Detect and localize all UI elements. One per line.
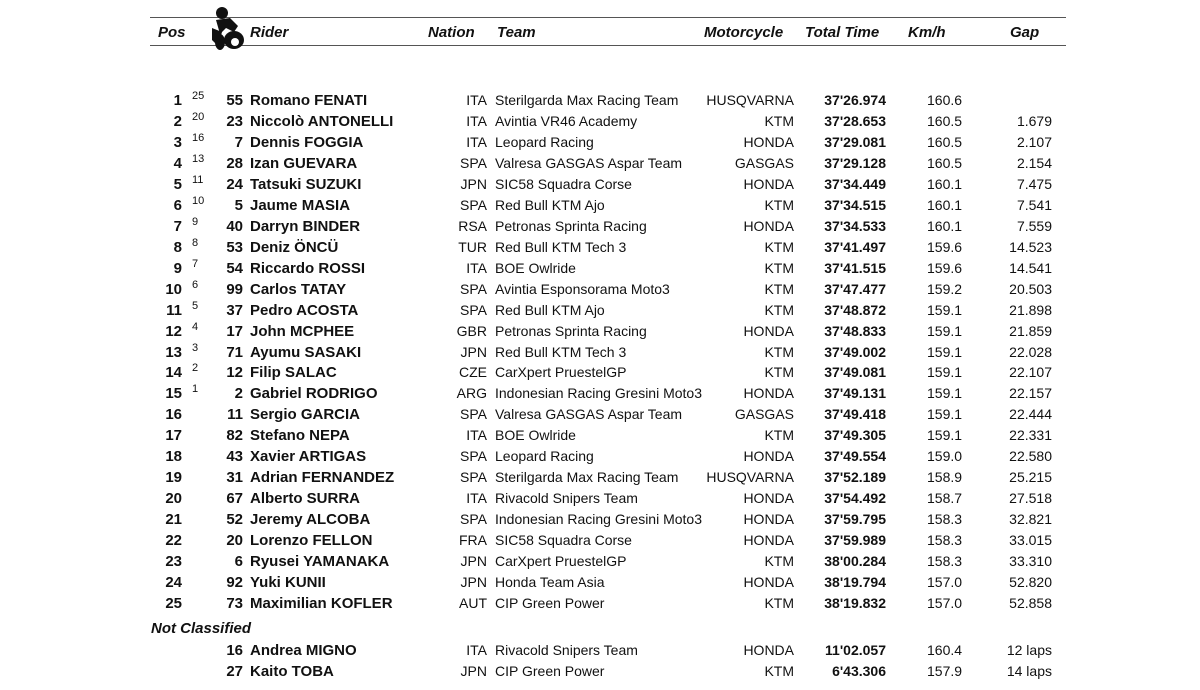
speed-kmh: 160.5 xyxy=(927,133,963,150)
table-row xyxy=(0,299,1200,323)
nation: JPN xyxy=(460,343,487,360)
position: 6 xyxy=(173,196,182,214)
position: 10 xyxy=(165,280,182,298)
total-time: 37'34.533 xyxy=(824,217,886,234)
rider-number: 7 xyxy=(234,133,243,151)
team: Red Bull KTM Tech 3 xyxy=(495,238,627,255)
table-row xyxy=(0,236,1200,260)
motorcycle: HONDA xyxy=(743,490,794,507)
team: Sterilgarda Max Racing Team xyxy=(495,92,679,108)
rider-name: Jeremy ALCOBA xyxy=(250,511,371,529)
nation: ITA xyxy=(466,427,487,444)
table-row xyxy=(0,532,1200,553)
rider-name: Alberto SURRA xyxy=(250,490,361,508)
rider-name: Jaume MASIA xyxy=(250,196,351,214)
total-time: 38'00.284 xyxy=(824,553,886,570)
team: Avintia Esponsorama Moto3 xyxy=(495,280,670,297)
motorcycle: HONDA xyxy=(743,217,794,234)
nation: JPN xyxy=(460,574,487,591)
table-row xyxy=(0,663,1200,684)
rider-name: Gabriel RODRIGO xyxy=(250,385,378,403)
team: Leopard Racing xyxy=(495,448,594,465)
speed-kmh: 159.1 xyxy=(927,406,963,423)
team: Petronas Sprinta Racing xyxy=(495,322,647,339)
position: 11 xyxy=(166,301,182,319)
team: Indonesian Racing Gresini Moto3 xyxy=(495,385,703,402)
header-rider: Rider xyxy=(250,24,289,41)
nation: ITA xyxy=(466,642,487,658)
rider-name: Deniz ÖNCÜ xyxy=(250,238,339,256)
total-time: 6'43.306 xyxy=(832,663,886,679)
rider-name: Filip SALAC xyxy=(250,364,337,382)
gap: 2.107 xyxy=(1016,133,1052,150)
speed-kmh: 159.6 xyxy=(927,238,963,255)
points: 1 xyxy=(192,383,199,396)
rider-number: 28 xyxy=(226,154,243,172)
position: 20 xyxy=(165,490,182,508)
gap: 7.541 xyxy=(1016,196,1052,213)
position: 19 xyxy=(165,469,182,487)
nation: TUR xyxy=(458,238,487,255)
team: Leopard Racing xyxy=(495,133,594,150)
rider-name: Niccolò ANTONELLI xyxy=(250,112,394,130)
motorcycle: HONDA xyxy=(743,322,794,339)
speed-kmh: 159.1 xyxy=(927,301,963,318)
motorcycle: KTM xyxy=(764,364,794,381)
total-time: 37'47.477 xyxy=(824,280,886,297)
team: Avintia VR46 Academy xyxy=(495,112,638,129)
position: 15 xyxy=(165,385,182,403)
rider-number: 40 xyxy=(226,217,243,235)
speed-kmh: 160.1 xyxy=(927,175,963,192)
header-nation: Nation xyxy=(428,24,475,41)
motorcycle: KTM xyxy=(764,343,794,360)
motorcycle: KTM xyxy=(764,663,794,679)
total-time: 37'49.002 xyxy=(824,343,886,360)
rider-name: Riccardo ROSSI xyxy=(250,259,366,277)
team: Rivacold Snipers Team xyxy=(495,642,638,658)
rider-name: Tatsuki SUZUKI xyxy=(250,175,362,193)
rider-name: John MCPHEE xyxy=(250,322,355,340)
rider-name: Andrea MIGNO xyxy=(250,642,357,659)
total-time: 37'26.974 xyxy=(824,92,886,108)
gap: 22.444 xyxy=(1009,406,1052,423)
points: 9 xyxy=(192,215,199,228)
motorcycle: HONDA xyxy=(743,448,794,465)
team: BOE Owlride xyxy=(495,427,576,444)
rider-name: Pedro ACOSTA xyxy=(250,301,359,319)
rider-number: 54 xyxy=(226,259,243,277)
speed-kmh: 158.9 xyxy=(927,469,963,486)
motorcycle: KTM xyxy=(764,553,794,570)
total-time: 37'59.989 xyxy=(824,532,886,549)
gap: 7.559 xyxy=(1016,217,1052,234)
nation: SPA xyxy=(460,154,487,171)
rider-name: Ryusei YAMANAKA xyxy=(250,553,390,571)
gap: 22.580 xyxy=(1009,448,1052,465)
table-row xyxy=(0,194,1200,218)
total-time: 37'34.449 xyxy=(824,175,886,192)
position: 17 xyxy=(165,427,182,445)
rider-name: Ayumu SASAKI xyxy=(250,343,362,361)
gap: 22.107 xyxy=(1009,364,1052,381)
total-time: 37'29.081 xyxy=(824,133,886,150)
motorcycle: KTM xyxy=(764,112,794,129)
points: 11 xyxy=(192,173,204,186)
total-time: 37'49.305 xyxy=(824,427,886,444)
position: 8 xyxy=(173,238,182,256)
gap: 27.518 xyxy=(1009,490,1052,507)
header-kmh: Km/h xyxy=(908,24,946,41)
points: 6 xyxy=(192,278,199,291)
rider-name: Maximilian KOFLER xyxy=(250,595,393,613)
total-time: 37'41.515 xyxy=(824,259,886,276)
table-row xyxy=(0,257,1200,281)
team: BOE Owlride xyxy=(495,259,576,276)
table-row xyxy=(0,490,1200,511)
table-row xyxy=(0,110,1200,134)
rider-number: 17 xyxy=(226,322,243,340)
rider-number: 43 xyxy=(226,448,243,466)
total-time: 37'29.128 xyxy=(824,154,886,171)
nation: SPA xyxy=(460,469,487,486)
gap: 2.154 xyxy=(1016,154,1052,171)
rider-number: 2 xyxy=(234,385,243,403)
total-time: 37'49.418 xyxy=(824,406,886,423)
position: 18 xyxy=(165,448,182,466)
gap: 21.859 xyxy=(1009,322,1052,339)
total-time: 37'54.492 xyxy=(824,490,886,507)
gap: 14.523 xyxy=(1009,238,1052,255)
rider-number: 37 xyxy=(226,301,243,319)
total-time: 37'52.189 xyxy=(824,469,886,486)
team: Red Bull KTM Ajo xyxy=(495,301,605,318)
header-total-time: Total Time xyxy=(805,24,880,41)
nation: JPN xyxy=(460,553,487,570)
header-top-rule xyxy=(150,17,1066,18)
rider-name: Stefano NEPA xyxy=(250,427,350,445)
rider-name: Yuki KUNII xyxy=(250,574,326,592)
points: 2 xyxy=(192,362,199,375)
table-row xyxy=(0,595,1200,616)
gap: 52.858 xyxy=(1009,595,1052,612)
rider-number: 5 xyxy=(234,196,243,214)
speed-kmh: 158.3 xyxy=(927,511,963,528)
rider-number: 11 xyxy=(227,406,243,424)
position: 12 xyxy=(165,322,182,340)
header-bottom-rule xyxy=(150,45,1066,46)
nation: JPN xyxy=(460,175,487,192)
rider-number: 20 xyxy=(226,532,243,550)
rider-name: Dennis FOGGIA xyxy=(250,133,364,151)
rider-name: Izan GUEVARA xyxy=(250,154,358,172)
team: Indonesian Racing Gresini Moto3 xyxy=(495,511,703,528)
total-time: 37'41.497 xyxy=(824,238,886,255)
position: 25 xyxy=(165,595,182,613)
points: 7 xyxy=(192,257,199,270)
rider-name: Carlos TATAY xyxy=(250,280,347,298)
nation: ARG xyxy=(456,385,487,402)
rider-number: 6 xyxy=(234,553,243,571)
speed-kmh: 157.0 xyxy=(927,595,963,612)
gap: 14 laps xyxy=(1006,663,1052,679)
nation: ITA xyxy=(466,112,487,129)
nation: ITA xyxy=(466,92,487,108)
rider-name: Lorenzo FELLON xyxy=(250,532,373,550)
table-row xyxy=(0,173,1200,197)
speed-kmh: 159.1 xyxy=(927,343,963,360)
gap: 33.310 xyxy=(1009,553,1052,570)
nation: AUT xyxy=(459,595,487,612)
motorcycle: HONDA xyxy=(743,175,794,192)
total-time: 37'59.795 xyxy=(824,511,886,528)
rider-number: 71 xyxy=(226,343,243,361)
team: CIP Green Power xyxy=(495,595,605,612)
rider-name: Sergio GARCIA xyxy=(250,406,361,424)
total-time: 37'49.081 xyxy=(824,364,886,381)
nation: JPN xyxy=(460,663,487,679)
speed-kmh: 157.9 xyxy=(927,663,963,679)
table-row xyxy=(0,92,1200,113)
nation: FRA xyxy=(459,532,487,549)
team: Red Bull KTM Tech 3 xyxy=(495,343,627,360)
motorcycle-rider-icon xyxy=(208,6,248,52)
speed-kmh: 159.6 xyxy=(927,259,963,276)
motorcycle: HUSQVARNA xyxy=(706,92,794,108)
nation: SPA xyxy=(460,448,487,465)
motorcycle: HONDA xyxy=(743,532,794,549)
speed-kmh: 159.1 xyxy=(927,322,963,339)
gap: 7.475 xyxy=(1016,175,1052,192)
nation: GBR xyxy=(456,322,487,339)
nation: SPA xyxy=(460,406,487,423)
motorcycle: KTM xyxy=(764,595,794,612)
rider-name: Adrian FERNANDEZ xyxy=(250,469,395,487)
table-row xyxy=(0,341,1200,365)
motorcycle: KTM xyxy=(764,427,794,444)
rider-name: Xavier ARTIGAS xyxy=(250,448,367,466)
gap: 22.331 xyxy=(1009,427,1052,444)
speed-kmh: 160.1 xyxy=(927,217,963,234)
motorcycle: HONDA xyxy=(743,133,794,150)
speed-kmh: 159.1 xyxy=(927,385,963,402)
table-row xyxy=(0,385,1200,406)
speed-kmh: 160.5 xyxy=(927,154,963,171)
table-row xyxy=(0,215,1200,239)
nation: SPA xyxy=(460,511,487,528)
team: Valresa GASGAS Aspar Team xyxy=(495,154,683,171)
motorcycle: KTM xyxy=(764,196,794,213)
header-motorcycle: Motorcycle xyxy=(704,24,784,41)
position: 9 xyxy=(173,259,182,277)
rider-number: 55 xyxy=(226,92,243,109)
nation: SPA xyxy=(460,301,487,318)
points: 5 xyxy=(192,299,199,312)
gap: 1.679 xyxy=(1016,112,1052,129)
motorcycle: KTM xyxy=(764,238,794,255)
position: 5 xyxy=(173,175,182,193)
rider-number: 23 xyxy=(226,112,243,130)
speed-kmh: 158.3 xyxy=(927,553,963,570)
gap: 22.157 xyxy=(1009,385,1052,402)
rider-number: 16 xyxy=(226,642,243,659)
speed-kmh: 160.5 xyxy=(927,112,963,129)
table-row xyxy=(0,448,1200,469)
table-row xyxy=(0,406,1200,427)
header-gap: Gap xyxy=(1010,24,1040,41)
team: SIC58 Squadra Corse xyxy=(495,532,632,549)
table-row xyxy=(0,574,1200,595)
gap: 22.028 xyxy=(1009,343,1052,360)
position: 4 xyxy=(173,154,182,172)
table-row xyxy=(0,131,1200,155)
table-row xyxy=(0,427,1200,448)
total-time: 38'19.832 xyxy=(824,595,886,612)
position: 22 xyxy=(165,532,182,550)
total-time: 37'48.872 xyxy=(824,301,886,318)
points: 20 xyxy=(192,110,205,123)
team: Petronas Sprinta Racing xyxy=(495,217,647,234)
total-time: 37'34.515 xyxy=(824,196,886,213)
speed-kmh: 157.0 xyxy=(927,574,963,591)
team: SIC58 Squadra Corse xyxy=(495,175,632,192)
rider-number: 24 xyxy=(226,175,243,193)
total-time: 37'48.833 xyxy=(824,322,886,339)
total-time: 37'28.653 xyxy=(824,112,886,129)
table-row xyxy=(0,553,1200,574)
gap: 33.015 xyxy=(1009,532,1052,549)
points: 25 xyxy=(192,90,205,102)
position: 7 xyxy=(173,217,182,235)
gap: 32.821 xyxy=(1009,511,1052,528)
table-row xyxy=(0,511,1200,532)
points: 13 xyxy=(192,152,205,165)
motorcycle: HONDA xyxy=(743,385,794,402)
total-time: 11'02.057 xyxy=(825,642,886,658)
motorcycle: KTM xyxy=(764,301,794,318)
position: 21 xyxy=(165,511,182,529)
rider-number: 52 xyxy=(226,511,243,529)
gap: 21.898 xyxy=(1009,301,1052,318)
header-pos: Pos xyxy=(158,24,186,41)
speed-kmh: 159.0 xyxy=(927,448,963,465)
rider-number: 73 xyxy=(226,595,243,613)
table-row xyxy=(0,642,1200,663)
rider-number: 82 xyxy=(226,427,243,445)
rider-name: Kaito TOBA xyxy=(250,663,334,680)
gap: 25.215 xyxy=(1009,469,1052,486)
speed-kmh: 160.4 xyxy=(927,642,963,658)
speed-kmh: 160.1 xyxy=(927,196,963,213)
nation: ITA xyxy=(466,259,487,276)
total-time: 37'49.554 xyxy=(824,448,886,465)
motorcycle: HONDA xyxy=(743,574,794,591)
motorcycle: GASGAS xyxy=(734,406,794,423)
header-team: Team xyxy=(497,24,536,41)
motorcycle: KTM xyxy=(764,280,794,297)
table-row xyxy=(0,152,1200,176)
team: Red Bull KTM Ajo xyxy=(495,196,605,213)
rider-number: 92 xyxy=(226,574,243,592)
position: 13 xyxy=(165,343,182,361)
table-row xyxy=(0,364,1200,385)
motorcycle: HONDA xyxy=(743,642,794,658)
rider-number: 12 xyxy=(226,364,243,382)
nation: SPA xyxy=(460,196,487,213)
position: 14 xyxy=(165,364,182,382)
rider-number: 53 xyxy=(226,238,243,256)
position: 1 xyxy=(173,92,182,109)
position: 23 xyxy=(165,553,182,571)
position: 3 xyxy=(173,133,182,151)
nation: CZE xyxy=(459,364,487,381)
gap: 20.503 xyxy=(1009,280,1052,297)
speed-kmh: 159.1 xyxy=(927,427,963,444)
nation: ITA xyxy=(466,490,487,507)
rider-number: 31 xyxy=(226,469,243,487)
motorcycle: KTM xyxy=(764,259,794,276)
team: Sterilgarda Max Racing Team xyxy=(495,469,679,486)
motorcycle: GASGAS xyxy=(734,154,794,171)
nation: RSA xyxy=(458,217,487,234)
rider-number: 27 xyxy=(226,663,243,680)
motorcycle: HUSQVARNA xyxy=(706,469,794,486)
points: 16 xyxy=(192,131,205,144)
nation: SPA xyxy=(460,280,487,297)
nation: ITA xyxy=(466,133,487,150)
total-time: 38'19.794 xyxy=(824,574,886,591)
speed-kmh: 160.6 xyxy=(927,92,963,108)
points: 4 xyxy=(192,320,199,333)
team: Rivacold Snipers Team xyxy=(495,490,638,507)
team: CIP Green Power xyxy=(495,663,605,679)
gap: 52.820 xyxy=(1009,574,1052,591)
speed-kmh: 158.7 xyxy=(927,490,963,507)
speed-kmh: 158.3 xyxy=(927,532,963,549)
gap: 14.541 xyxy=(1009,259,1052,276)
table-row xyxy=(0,278,1200,302)
speed-kmh: 159.2 xyxy=(927,280,963,297)
team: Valresa GASGAS Aspar Team xyxy=(495,406,683,423)
speed-kmh: 159.1 xyxy=(927,364,963,381)
position: 16 xyxy=(165,406,182,424)
points: 8 xyxy=(192,236,199,249)
rider-number: 99 xyxy=(226,280,243,298)
gap: 12 laps xyxy=(1006,642,1052,658)
team: Honda Team Asia xyxy=(495,574,605,591)
rider-name: Darryn BINDER xyxy=(250,217,361,235)
position: 2 xyxy=(173,112,182,130)
team: CarXpert PruestelGP xyxy=(495,364,627,381)
rider-number: 67 xyxy=(226,490,243,508)
position: 24 xyxy=(165,574,182,592)
motorcycle: HONDA xyxy=(743,511,794,528)
points: 3 xyxy=(192,341,199,354)
table-row xyxy=(0,320,1200,344)
table-row xyxy=(0,469,1200,490)
points: 10 xyxy=(192,194,205,207)
team: CarXpert PruestelGP xyxy=(495,553,627,570)
total-time: 37'49.131 xyxy=(824,385,886,402)
rider-name: Romano FENATI xyxy=(250,92,368,109)
not-classified-heading: Not Classified xyxy=(151,620,252,637)
